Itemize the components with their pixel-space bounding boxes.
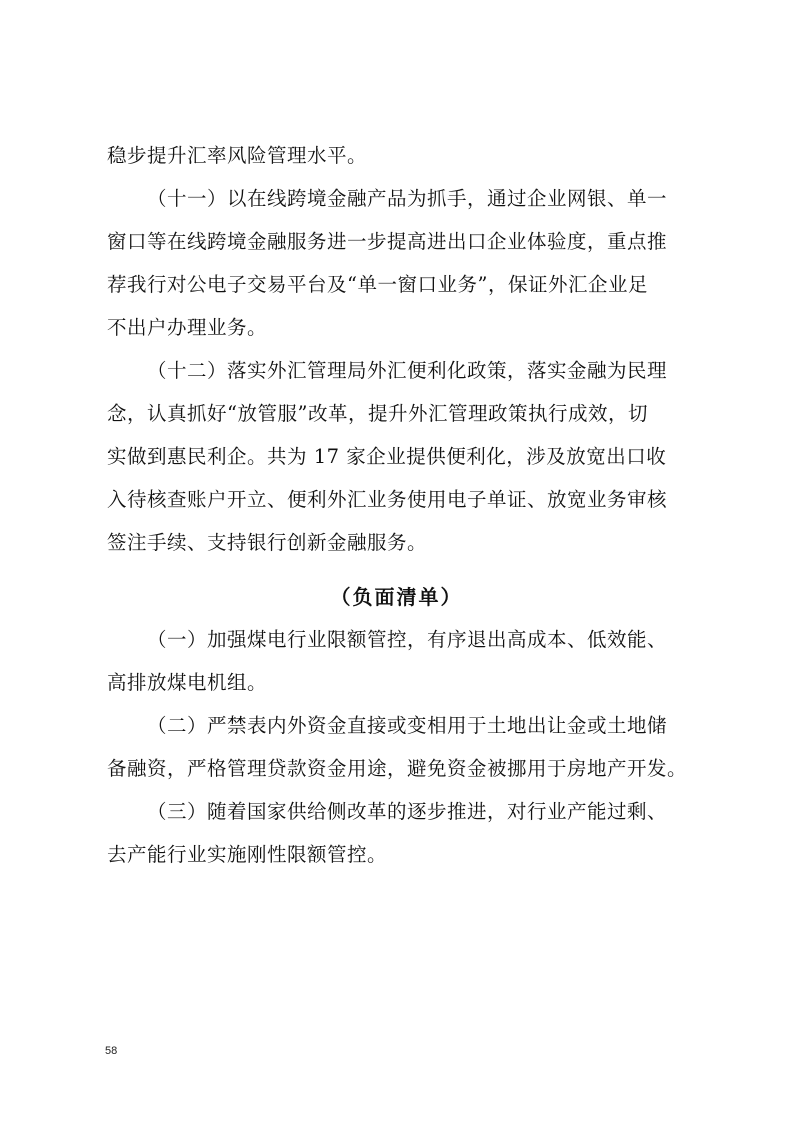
text-line: 备融资，严格管理贷款资金用途，避免资金被挪用于房地产开发。 bbox=[107, 757, 688, 780]
text-line: 稳步提升汇率风险管理水平。 bbox=[107, 144, 368, 167]
text-line: 念，认真抓好“放管服”改革，提升外汇管理政策执行成效，切 bbox=[107, 402, 648, 425]
page-number: 58 bbox=[105, 1045, 118, 1057]
text-line: 签注手续、支持银行创新金融服务。 bbox=[107, 531, 428, 554]
text-line: 不出户办理业务。 bbox=[107, 316, 268, 339]
text-line: （一）加强煤电行业限额管控，有序退出高成本、低效能、 bbox=[147, 628, 668, 651]
text-line: 实做到惠民利企。共为 17 家企业提供便利化，涉及放宽出口收 bbox=[107, 445, 667, 468]
text-line: （二）严禁表内外资金直接或变相用于土地出让金或土地储 bbox=[147, 714, 668, 737]
text-line: （十一）以在线跨境金融产品为抓手，通过企业网银、单一 bbox=[147, 187, 668, 210]
text-line: （三）随着国家供给侧改革的逐步推进，对行业产能过剩、 bbox=[147, 800, 668, 823]
section-heading: （负面清单） bbox=[330, 585, 463, 609]
text-line: 高排放煤电机组。 bbox=[107, 671, 268, 694]
text-line: 入待核查账户开立、便利外汇业务使用电子单证、放宽业务审核 bbox=[107, 488, 668, 511]
text-line: 去产能行业实施刚性限额管控。 bbox=[107, 843, 388, 866]
text-line: 窗口等在线跨境金融服务进一步提高进出口企业体验度，重点推 bbox=[107, 230, 668, 253]
text-line: 荐我行对公电子交易平台及“单一窗口业务”，保证外汇企业足 bbox=[107, 273, 648, 296]
text-line: （十二）落实外汇管理局外汇便利化政策，落实金融为民理 bbox=[147, 359, 668, 382]
